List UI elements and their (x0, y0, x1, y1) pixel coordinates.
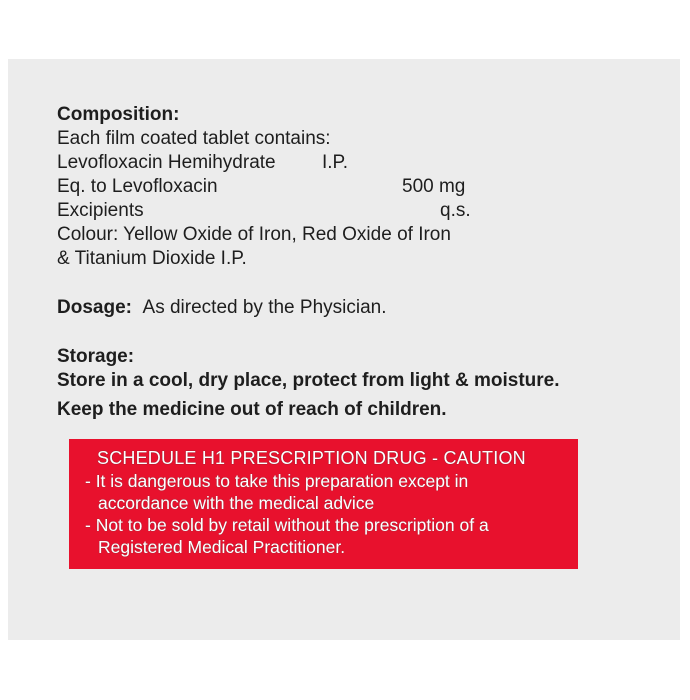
ingredient-strength: 500 mg (402, 176, 466, 197)
caution-line-1: - It is dangerous to take this preparation except in (85, 471, 469, 491)
ingredient-equivalent: Eq. to Levofloxacin (57, 176, 218, 197)
composition-heading: Composition: (57, 104, 180, 125)
caution-line-2: accordance with the medical advice (98, 493, 375, 513)
caution-title: SCHEDULE H1 PRESCRIPTION DRUG - CAUTION (97, 448, 526, 468)
storage-heading: Storage: (57, 346, 135, 367)
ingredient-standard: I.P. (322, 152, 349, 173)
dosage-label: Dosage: (57, 297, 132, 318)
dosage-text: As directed by the Physician. (142, 297, 387, 318)
composition-intro: Each film coated tablet contains: (57, 128, 331, 149)
caution-line-4: Registered Medical Practitioner. (98, 537, 346, 557)
child-safety-warning: Keep the medicine out of reach of children. (57, 399, 447, 420)
excipients-quantity: q.s. (440, 200, 471, 221)
excipients-label: Excipients (57, 200, 144, 221)
caution-line-3: - Not to be sold by retail without the prescription of a (85, 515, 489, 535)
caution-box (69, 439, 578, 569)
colour-line-2: & Titanium Dioxide I.P. (57, 248, 247, 269)
dosage-row (57, 296, 387, 320)
ingredient-name: Levofloxacin Hemihydrate (57, 152, 276, 173)
colour-line-1: Colour: Yellow Oxide of Iron, Red Oxide of Iron (57, 224, 451, 245)
storage-instructions: Store in a cool, dry place, protect from light & moisture. (57, 370, 560, 391)
